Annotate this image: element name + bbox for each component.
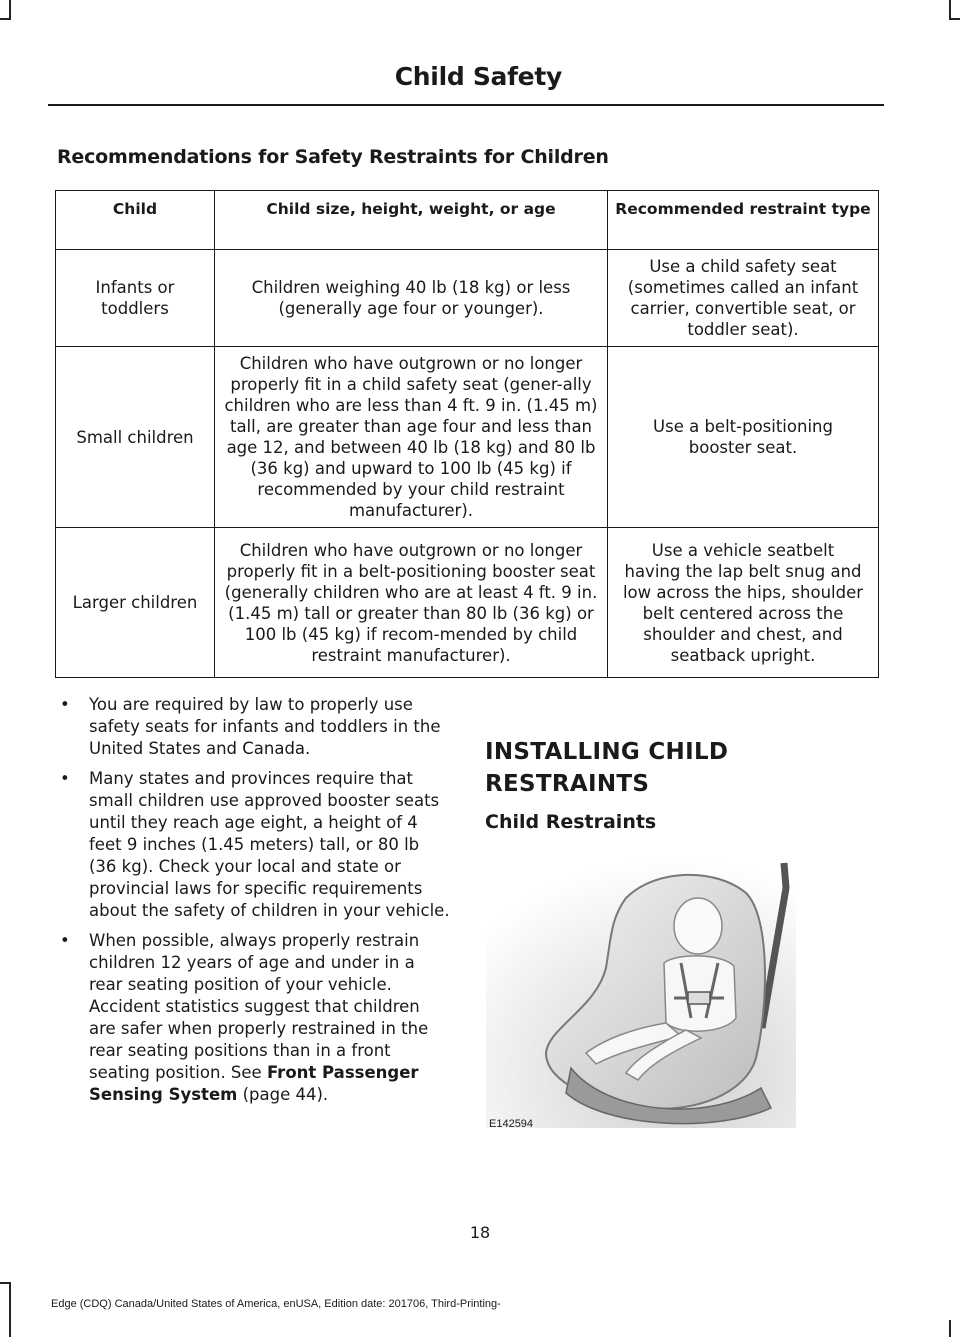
requirements-bullet-list bbox=[58, 694, 450, 1114]
crop-mark bbox=[949, 0, 951, 20]
cell-restraint: Use a child safety seat (sometimes called an infant carrier, convertible seat, or toddler seat). bbox=[608, 250, 879, 347]
front-passenger-sensing-link[interactable]: Front Passenger Sensing System bbox=[89, 1063, 419, 1104]
section-heading: Recommendations for Safety Restraints for Children bbox=[57, 146, 609, 168]
child-seat-illustration bbox=[486, 858, 796, 1128]
crop-mark bbox=[9, 1282, 11, 1337]
table-row bbox=[56, 250, 879, 347]
table-row bbox=[56, 347, 879, 528]
crop-mark bbox=[0, 18, 11, 20]
cell-child: Larger children bbox=[56, 528, 215, 678]
list-item-text: When possible, always properly restrain children 12 years of age and under in a rear seating position of your vehicle. Accident statistics suggest that children are safer when properly restrained in the rear seating positions than in a front seating position. See bbox=[89, 931, 429, 1082]
column-header-size: Child size, height, weight, or age bbox=[215, 191, 608, 250]
column-header-child: Child bbox=[56, 191, 215, 250]
cell-child: Small children bbox=[56, 347, 215, 528]
xref-page: (page 44). bbox=[242, 1085, 329, 1104]
list-item bbox=[58, 930, 450, 1106]
cell-size: Children who have outgrown or no longer properly fit in a child safety seat (gener-ally children who are less than 4 ft. 9 in. (1.45 m) tall, are greater than age four and less than age 12, and between 40 lb (18 kg) and 80 lb (36 kg) and upward to 100 lb (45 kg) if recommended by your child restraint manufacturer). bbox=[215, 347, 608, 528]
header-divider bbox=[48, 104, 884, 106]
crop-mark bbox=[949, 18, 960, 20]
crop-mark bbox=[949, 1320, 951, 1337]
cell-restraint: Use a belt-positioning booster seat. bbox=[608, 347, 879, 528]
footer-edition-text: Edge (CDQ) Canada/United States of America, enUSA, Edition date: 201706, Third-Printing- bbox=[51, 1298, 501, 1310]
list-item bbox=[58, 768, 450, 922]
figure-code: E142594 bbox=[489, 1118, 534, 1130]
child-restraints-subheading: Child Restraints bbox=[485, 811, 657, 833]
restraint-recommendations-table bbox=[55, 190, 879, 678]
page-number: 18 bbox=[469, 1223, 491, 1242]
cell-restraint: Use a vehicle seatbelt having the lap belt snug and low across the hips, shoulder belt centered across the shoulder and chest, and seatback upright. bbox=[608, 528, 879, 678]
column-header-restraint: Recommended restraint type bbox=[608, 191, 879, 250]
bullet-marker: • bbox=[60, 695, 70, 714]
crop-mark bbox=[0, 1282, 11, 1284]
bullet-marker: • bbox=[60, 931, 70, 950]
table-header-row bbox=[56, 191, 879, 250]
cell-size: Children weighing 40 lb (18 kg) or less (generally age four or younger). bbox=[215, 250, 608, 347]
table-row bbox=[56, 528, 879, 678]
list-item-text: You are required by law to properly use safety seats for infants and toddlers in the United States and Canada. bbox=[89, 695, 441, 758]
page-header-title: Child Safety bbox=[394, 62, 562, 91]
list-item-text: Many states and provinces require that small children use approved booster seats until they reach age eight, a height of 4 feet 9 inches (1.45 meters) tall, or 80 lb (36 kg). Check your local and state or provincial laws for specific requirements about the safety of children in your vehicle. bbox=[89, 769, 450, 920]
installing-child-restraints-heading: INSTALLING CHILD RESTRAINTS bbox=[485, 739, 729, 797]
crop-mark bbox=[9, 0, 11, 20]
bullet-marker: • bbox=[60, 769, 70, 788]
cell-size: Children who have outgrown or no longer properly fit in a belt-positioning booster seat (generally children who are at least 4 ft. 9 in. (1.45 m) tall or greater than 80 lb (36 kg) or 100 lb (45 kg) if recom-mended by child restraint manufacturer). bbox=[215, 528, 608, 678]
cell-child: Infants or toddlers bbox=[56, 250, 215, 347]
list-item bbox=[58, 694, 450, 760]
